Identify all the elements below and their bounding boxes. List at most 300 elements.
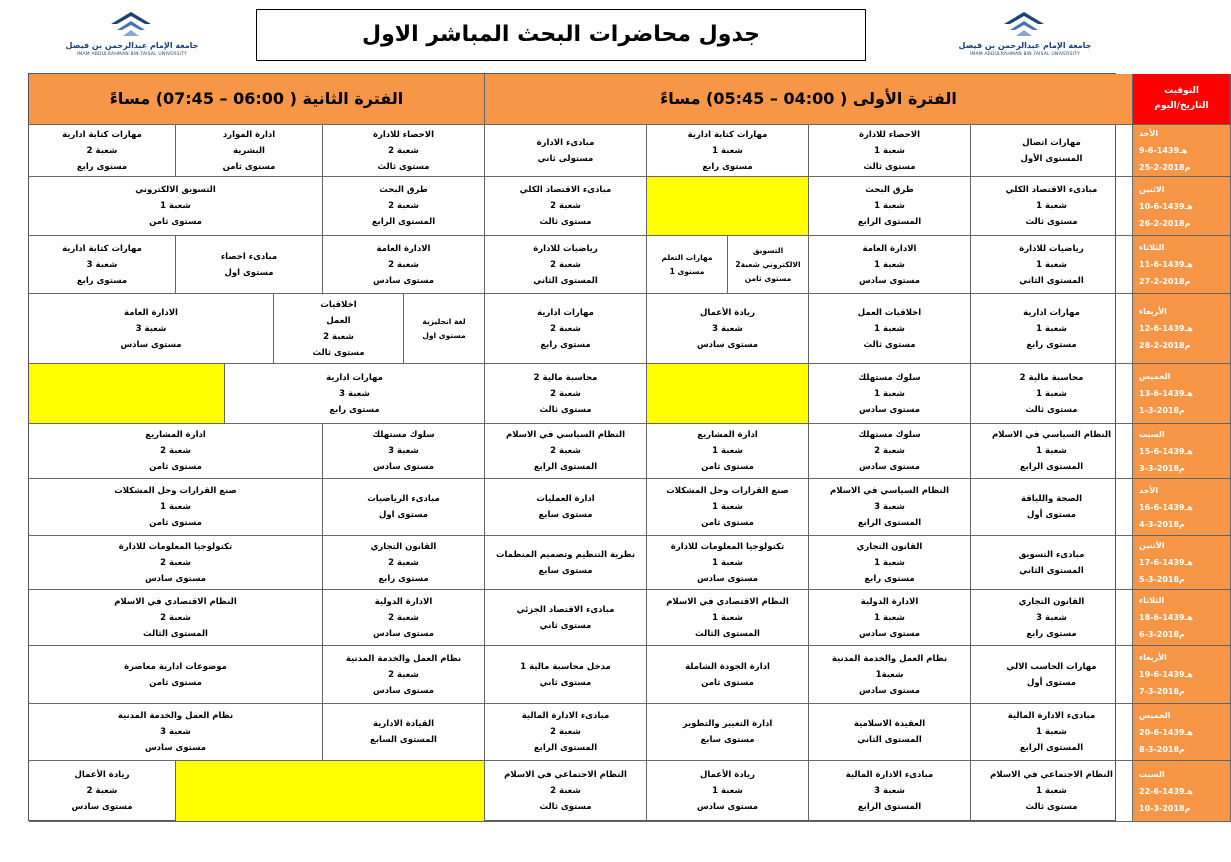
day-day: الأحد xyxy=(1139,129,1159,138)
lecture-line: شعبة 3 xyxy=(388,446,419,456)
lecture-line: مستوى رابع xyxy=(378,573,429,584)
lecture-line: مستوى ثاني xyxy=(539,677,592,688)
lecture-line: مستوى سادس xyxy=(858,685,921,696)
lecture-line: مستوى ثامن xyxy=(744,273,792,283)
lecture-cell xyxy=(485,236,647,294)
university-name-arabic: جامعة الإمام عبدالرحمن بن فيصل xyxy=(958,41,1092,50)
lecture-line: شعبة 2 xyxy=(160,446,191,456)
lecture-line: تكنولوجيا المعلومات للادارة xyxy=(118,541,233,552)
lecture-cell xyxy=(29,236,176,294)
lecture-line: مهارات الحاسب الالي xyxy=(1006,661,1097,672)
lecture-cell xyxy=(176,236,323,294)
lecture-line: مستوى رابع xyxy=(76,161,128,172)
lecture-line: شعبة 3 xyxy=(712,323,743,334)
lecture-line: مستوى ثالث xyxy=(863,161,916,172)
lecture-line: مبادىء احصاء xyxy=(220,251,278,262)
lecture-line: مستوى ثامن xyxy=(701,677,754,688)
lecture-line: شعبة 2 xyxy=(874,446,905,456)
lecture-line: مستوى ثالث xyxy=(1025,802,1078,812)
lecture-line: مستوى ثالث xyxy=(377,161,430,172)
day-hijri: 10-6-1439هـ xyxy=(1139,201,1193,211)
lecture-line: نظام العمل والخدمة المدنية xyxy=(345,653,462,664)
lecture-line: مستوى ثالث xyxy=(1025,217,1078,227)
lecture-line: مستوى سادس xyxy=(372,462,435,472)
lecture-line: ريادة الأعمال xyxy=(700,307,755,318)
lecture-line: مستوى سادس xyxy=(372,275,435,286)
lecture-line: شعبة 2 xyxy=(550,201,581,211)
lecture-line: المستوى الثاني xyxy=(1019,565,1084,576)
lecture-cell xyxy=(29,177,323,236)
lecture-cell xyxy=(323,236,485,294)
lecture-line: سلوك مستهلك xyxy=(858,372,921,383)
lecture-line: مستوى ثامن xyxy=(149,518,202,528)
lecture-line: شعبة 2 xyxy=(388,145,419,156)
lecture-line: شعبة 1 xyxy=(874,557,905,568)
day-gregorian: 5-3-2018م xyxy=(1139,575,1185,584)
lecture-line: الادارة الدولية xyxy=(374,596,433,607)
lecture-line: شعبة 2 xyxy=(550,388,581,399)
day-date-cell xyxy=(1133,364,1231,424)
lecture-line: مستوى ثامن xyxy=(701,462,754,472)
lecture-line: مستوى سادس xyxy=(696,573,759,584)
day-day: الخميس xyxy=(1139,372,1171,381)
lecture-line: النظام الاقتصادي في الاسلام xyxy=(114,596,237,607)
lecture-cell xyxy=(485,424,647,479)
day-gregorian: 25-2-2018م xyxy=(1139,163,1191,172)
lecture-line: شعبة 2 xyxy=(550,786,581,796)
day-date-cell xyxy=(1133,236,1231,294)
lecture-line: المستوى الرابع xyxy=(371,217,436,227)
lecture-line: شعبة 1 xyxy=(712,502,743,512)
lecture-cell xyxy=(809,125,971,177)
lecture-line: شعبة 2 xyxy=(388,259,419,270)
day-gregorian: 27-2-2018م xyxy=(1139,277,1191,286)
empty-slot-cell xyxy=(176,761,485,822)
lecture-cell xyxy=(29,536,323,590)
lecture-cell xyxy=(647,479,809,536)
lecture-line: ادارة التغيير والتطوير xyxy=(682,719,773,729)
lecture-line: شعبة 1 xyxy=(874,612,905,623)
lecture-line: مستوى ثامن xyxy=(149,217,202,227)
lecture-cell xyxy=(29,125,176,177)
lecture-cell xyxy=(29,704,323,761)
lecture-line: مستوى سادس xyxy=(696,339,759,350)
lecture-line: مستوى سادس xyxy=(372,685,435,696)
lecture-line: مهارات كتابة ادارية xyxy=(687,129,768,140)
day-hijri: 17-6-1439هـ xyxy=(1139,558,1193,567)
lecture-line: المستوى الرابع xyxy=(1019,743,1084,753)
lecture-line: شعبة 3 xyxy=(86,259,118,270)
lecture-cell xyxy=(647,424,809,479)
day-day: الأحد xyxy=(1139,485,1159,495)
lecture-line: مستوى سادس xyxy=(858,404,921,415)
day-day: السبت xyxy=(1139,769,1165,779)
lecture-line: اخلاقيات العمل xyxy=(857,307,922,318)
university-name-arabic: جامعة الإمام عبدالرحمن بن فيصل xyxy=(65,41,199,50)
lecture-line: شعبة 1 xyxy=(1036,201,1067,211)
day-date-cell xyxy=(1133,125,1231,177)
lecture-cell xyxy=(971,177,1133,236)
lecture-line: مهارات ادارية xyxy=(1023,307,1080,318)
lecture-cell xyxy=(274,294,404,364)
lecture-line: التسويق الالكتروني xyxy=(135,185,216,195)
lecture-line: مستوى سابع xyxy=(700,735,755,745)
lecture-cell xyxy=(809,424,971,479)
empty-slot-cell xyxy=(29,364,225,424)
day-date-cell xyxy=(1133,761,1231,822)
lecture-line: مستوى ثالث xyxy=(539,217,592,227)
day-date-cell xyxy=(1133,424,1231,479)
lecture-line: الالكتروني شعبة2 xyxy=(735,259,801,269)
lecture-cell xyxy=(809,294,971,364)
lecture-line: مبادىء الاقتصاد الجزئي xyxy=(516,604,615,615)
lecture-line: مستوى سابع xyxy=(538,565,593,576)
lecture-cell xyxy=(29,590,323,646)
lecture-line: مستوى سادس xyxy=(120,339,182,350)
lecture-line: سلوك مستهلك xyxy=(372,430,435,440)
lecture-line: مستوى ثامن xyxy=(149,677,202,688)
lecture-line: رياضيات للادارة xyxy=(533,243,598,254)
lecture-line: شعبة 1 xyxy=(874,145,905,156)
lecture-line: ادارة الجودة الشاملة xyxy=(685,661,770,672)
lecture-cell xyxy=(485,646,647,704)
day-hijri: 9-6-1439هـ xyxy=(1139,146,1188,155)
lecture-cell xyxy=(809,646,971,704)
empty-slot-cell xyxy=(647,364,809,424)
lecture-line: الادارة العامة xyxy=(124,307,178,318)
lecture-cell xyxy=(809,236,971,294)
lecture-line: البشرية xyxy=(233,145,265,156)
lecture-line: مبادىء الادارة المالية xyxy=(521,711,610,721)
lecture-cell xyxy=(485,177,647,236)
day-gregorian: 26-2-2018م xyxy=(1139,218,1191,228)
lecture-line: الاحصاء للادارة xyxy=(372,129,435,140)
lecture-line: شعبة 1 xyxy=(1036,727,1067,737)
lecture-cell xyxy=(971,479,1133,536)
lecture-line: شعبة 2 xyxy=(550,446,581,456)
lecture-line: مستوى رابع xyxy=(329,404,380,415)
lecture-line: شعبة 1 xyxy=(1036,323,1067,334)
lecture-line: مستوى سادس xyxy=(71,802,133,812)
lecture-line: العقيدة الاسلامية xyxy=(853,719,926,729)
day-gregorian: 10-3-2018م xyxy=(1139,803,1191,813)
lecture-line: شعبة 1 xyxy=(712,612,743,623)
lecture-line: الادارة العامة xyxy=(376,243,431,254)
lecture-line: شعبة 3 xyxy=(339,388,370,399)
university-emblem-icon xyxy=(107,8,155,40)
lecture-cell xyxy=(971,364,1133,424)
lecture-line: ريادة الأعمال xyxy=(74,770,130,780)
lecture-line: شعبة 2 xyxy=(388,612,419,623)
lecture-line: شعبة 2 xyxy=(86,786,118,796)
lecture-line: شعبة 3 xyxy=(135,323,167,334)
lecture-cell xyxy=(647,590,809,646)
lecture-line: مستوى سادس xyxy=(144,743,207,753)
lecture-line: مستوى سادس xyxy=(858,628,921,639)
lecture-line: مبادىء الاقتصاد الكلي xyxy=(1005,185,1098,195)
day-gregorian: 28-2-2018م xyxy=(1139,341,1191,350)
day-date-cell xyxy=(1133,294,1231,364)
lecture-cell xyxy=(485,294,647,364)
lecture-cell xyxy=(29,646,323,704)
day-gregorian: 4-3-2018م xyxy=(1139,519,1185,529)
lecture-cell xyxy=(29,479,323,536)
lecture-line: نظرية التنظيم وتصميم المنظمات xyxy=(495,549,636,560)
lecture-line: شعبة 3 xyxy=(874,786,905,796)
schedule-table xyxy=(28,73,1209,821)
lecture-line: مستوى ثامن xyxy=(149,462,202,472)
lecture-line: مستوى رابع xyxy=(1026,339,1077,350)
lecture-line: مستوى ثامن xyxy=(222,161,276,172)
day-date-cell xyxy=(1133,646,1231,704)
lecture-line: شعبة 2 xyxy=(323,331,354,342)
lecture-line: مستوى ثالث xyxy=(539,404,592,415)
lecture-line: مستوى رابع xyxy=(76,275,128,286)
day-hijri: 18-6-1439هـ xyxy=(1139,613,1193,622)
lecture-cell xyxy=(971,294,1133,364)
lecture-cell xyxy=(809,761,971,822)
lecture-cell xyxy=(323,424,485,479)
lecture-line: نظام العمل والخدمة المدنية xyxy=(831,653,948,664)
day-gregorian: 3-3-2018م xyxy=(1139,463,1185,473)
lecture-line: المستوى الرابع xyxy=(857,802,922,812)
lecture-cell xyxy=(809,177,971,236)
day-gregorian: 7-3-2018م xyxy=(1139,687,1185,696)
lecture-line: محاسبة مالية 2 xyxy=(533,372,598,383)
lecture-cell xyxy=(809,479,971,536)
lecture-line: مهارات كتابة ادارية xyxy=(62,243,142,254)
lecture-line: مبادىء التسويق xyxy=(1018,549,1085,560)
day-day: الاثنين xyxy=(1139,184,1165,194)
lecture-cell xyxy=(176,125,323,177)
lecture-line: مستوى 1 xyxy=(669,266,705,276)
lecture-line: شعبة 1 xyxy=(160,502,191,512)
lecture-cell xyxy=(971,704,1133,761)
university-logo-right xyxy=(955,8,1095,60)
lecture-line: مستوى سابع xyxy=(538,510,593,520)
lecture-line: المستوى الأول xyxy=(1020,153,1083,164)
lecture-line: مستوى اول xyxy=(378,510,429,520)
lecture-cell xyxy=(971,424,1133,479)
lecture-cell xyxy=(971,646,1133,704)
lecture-line: شعبة 1 xyxy=(874,259,905,270)
lecture-line: شعبة 2 xyxy=(550,259,581,270)
lecture-cell xyxy=(485,704,647,761)
lecture-cell xyxy=(323,704,485,761)
lecture-cell xyxy=(29,761,176,822)
lecture-line: الصحة واللياقة xyxy=(1021,494,1082,504)
lecture-line: القيادة الادارية xyxy=(373,719,434,729)
period-header-second: الفترة الثانية ( 06:00 – 07:45) مساءً xyxy=(29,74,485,125)
lecture-cell xyxy=(647,125,809,177)
lecture-line: شعبة 1 xyxy=(874,323,905,334)
lecture-line: محاسبة مالية 2 xyxy=(1019,372,1084,383)
lecture-line: مستوى سادس xyxy=(696,802,759,812)
lecture-line: مستوى رابع xyxy=(702,161,753,172)
lecture-line: سلوك مستهلك xyxy=(858,430,921,440)
lecture-line: المستوى الثالث xyxy=(143,628,208,639)
lecture-line: مستوى سادس xyxy=(372,628,435,639)
day-day: السبت xyxy=(1139,429,1165,439)
lecture-line: مستوى أول xyxy=(1026,510,1077,520)
lecture-line: ادارة المشاريع xyxy=(697,430,758,440)
lecture-cell xyxy=(809,536,971,590)
lecture-line: المستوى السابع xyxy=(370,735,437,745)
day-hijri: 15-6-1439هـ xyxy=(1139,446,1193,456)
lecture-line: القانون التجاري xyxy=(856,541,923,552)
lecture-line: النظام الاقتصادي في الاسلام xyxy=(666,596,789,607)
lecture-line: مستوى اول xyxy=(422,330,466,340)
day-gregorian: 1-3-2018م xyxy=(1139,406,1185,415)
lecture-line: شعبة 2 xyxy=(388,201,419,211)
lecture-cell xyxy=(485,590,647,646)
lecture-line: مستوى سادس xyxy=(858,275,921,286)
lecture-line: صنع القرارات وحل المشكلات xyxy=(114,486,237,496)
lecture-line: القانون التجاري xyxy=(1018,596,1085,607)
lecture-cell xyxy=(809,704,971,761)
university-name-english: IMAM ABDULRAHMAN BIN FAISAL UNIVERSITY xyxy=(969,52,1081,57)
lecture-cell xyxy=(647,646,809,704)
lecture-line: مبادىء الادارة المالية xyxy=(1007,711,1096,721)
lecture-line: مستوى ثامن xyxy=(701,518,754,528)
lecture-line: مستوى سادس xyxy=(858,462,921,472)
lecture-line: الاحصاء للادارة xyxy=(858,129,921,140)
lecture-cell xyxy=(225,364,485,424)
day-hijri: 22-6-1439هـ xyxy=(1139,786,1193,796)
lecture-line: ادارة الموارد xyxy=(222,129,276,140)
lecture-line: شعبة 1 xyxy=(1036,259,1067,270)
lecture-line: مستوى رابع xyxy=(540,339,591,350)
lecture-line: النظام الاجتماعي في الاسلام xyxy=(504,770,627,780)
lecture-line: شعبة 1 xyxy=(1036,786,1067,796)
lecture-line: مهارات كتابة ادارية xyxy=(62,129,142,140)
lecture-cell xyxy=(323,646,485,704)
lecture-line: شعبة 1 xyxy=(712,786,743,796)
day-gregorian: 8-3-2018م xyxy=(1139,744,1185,754)
lecture-cell xyxy=(728,236,809,294)
day-date-cell xyxy=(1133,590,1231,646)
lecture-line: مدخل محاسبة مالية 1 xyxy=(520,661,611,672)
lecture-line: مستوى اول xyxy=(224,267,274,278)
lecture-line: مستوى رابع xyxy=(864,573,915,584)
lecture-line: شعبة 3 xyxy=(1036,612,1067,623)
day-day: الأربعاء xyxy=(1139,653,1167,662)
lecture-line: طرق البحث xyxy=(379,185,428,195)
lecture-line: ريادة الأعمال xyxy=(700,770,755,780)
lecture-line: شعبة1 xyxy=(875,669,904,680)
lecture-cell xyxy=(647,536,809,590)
lecture-line: مهارات اتصال xyxy=(1022,137,1081,148)
lecture-line: مستوى أول xyxy=(1026,677,1077,688)
lecture-line: اخلاقيات xyxy=(320,299,357,310)
lecture-line: المستوى الرابع xyxy=(857,518,922,528)
lecture-line: مهارات التعلم xyxy=(661,252,713,262)
lecture-line: شعبة 1 xyxy=(160,201,191,211)
university-logo-left xyxy=(62,8,202,60)
lecture-cell xyxy=(29,294,274,364)
lecture-cell xyxy=(323,479,485,536)
lecture-line: شعبة 2 xyxy=(388,557,419,568)
lecture-line: النظام الاجتماعي في الاسلام xyxy=(990,770,1113,780)
lecture-line: الادارة العامة xyxy=(862,243,917,254)
lecture-line: رياضيات للادارة xyxy=(1019,243,1084,254)
day-day: الخميس xyxy=(1139,710,1171,720)
lecture-cell xyxy=(809,590,971,646)
lecture-line: مستوى ثالث xyxy=(539,802,592,812)
lecture-line: نظام العمل والخدمة المدنية xyxy=(117,711,234,721)
lecture-line: مستوى ثالث xyxy=(863,339,916,350)
lecture-line: مبادىء الاقتصاد الكلي xyxy=(519,185,612,195)
lecture-cell xyxy=(971,125,1133,177)
lecture-line: مستوى رابع xyxy=(1026,628,1077,639)
lecture-line: شعبة 1 xyxy=(712,446,743,456)
lecture-cell xyxy=(647,294,809,364)
period-header-first: الفترة الأولى ( 04:00 – 05:45) مساءً xyxy=(485,74,1133,125)
lecture-cell xyxy=(485,479,647,536)
lecture-line: المستوى الثاني xyxy=(533,275,598,286)
lecture-line: النظام السياسي في الاسلام xyxy=(506,430,625,440)
lecture-cell xyxy=(485,125,647,177)
lecture-line: تكنولوجيا المعلومات للادارة xyxy=(670,541,785,552)
corner-date-label: التاريخ/اليوم xyxy=(1154,101,1209,111)
lecture-cell xyxy=(485,536,647,590)
lecture-line: الادارة الدولية xyxy=(860,596,919,607)
lecture-line: مهارات ادارية xyxy=(537,307,594,318)
lecture-line: المستوى الثاني xyxy=(857,735,922,745)
lecture-line: شعبة 1 xyxy=(1036,446,1067,456)
lecture-line: شعبة 1 xyxy=(1036,388,1067,399)
lecture-cell xyxy=(971,236,1133,294)
day-date-cell xyxy=(1133,536,1231,590)
lecture-cell xyxy=(647,704,809,761)
lecture-line: مستوى ثالث xyxy=(1025,404,1078,415)
lecture-line: مستولى ثاني xyxy=(537,153,594,164)
lecture-cell xyxy=(647,761,809,822)
lecture-line: شعبة 3 xyxy=(874,502,905,512)
lecture-cell xyxy=(971,761,1133,822)
lecture-line: شعبة 1 xyxy=(712,145,743,156)
lecture-line: مبادىء الادارة المالية xyxy=(845,770,934,780)
lecture-cell xyxy=(29,424,323,479)
lecture-line: التسويق xyxy=(752,245,784,255)
lecture-line: المستوى الرابع xyxy=(533,462,598,472)
lecture-line: ادارة العمليات xyxy=(536,494,595,504)
day-hijri: 16-6-1439هـ xyxy=(1139,502,1193,512)
lecture-line: المستوى الرابع xyxy=(533,743,598,753)
lecture-line: شعبة 2 xyxy=(550,323,581,334)
lecture-line: شعبة 1 xyxy=(874,388,905,399)
day-gregorian: 6-3-2018م xyxy=(1139,630,1185,639)
day-day: الأربعاء xyxy=(1139,307,1167,316)
lecture-line: مهارات ادارية xyxy=(326,372,383,383)
lecture-line: شعبة 2 xyxy=(160,612,191,623)
day-day: الثلاثاء xyxy=(1139,243,1165,252)
day-day: الثلاثاء xyxy=(1139,596,1165,605)
lecture-cell xyxy=(485,364,647,424)
lecture-line: المستوى الثاني xyxy=(1019,275,1084,286)
page-title: جدول محاضرات البحث المباشر الاول xyxy=(256,9,866,61)
lecture-line: شعبة 2 xyxy=(388,669,419,680)
lecture-line: النظام السياسي في الاسلام xyxy=(992,430,1111,440)
lecture-line: القانون التجاري xyxy=(370,541,437,552)
lecture-cell xyxy=(323,125,485,177)
lecture-cell xyxy=(323,177,485,236)
lecture-line: مستوى ثاني xyxy=(539,620,592,631)
lecture-line: ادارة المشاريع xyxy=(145,430,206,440)
lecture-cell xyxy=(323,536,485,590)
university-emblem-icon xyxy=(1000,8,1048,40)
lecture-line: لغة انجليزية xyxy=(422,316,466,326)
